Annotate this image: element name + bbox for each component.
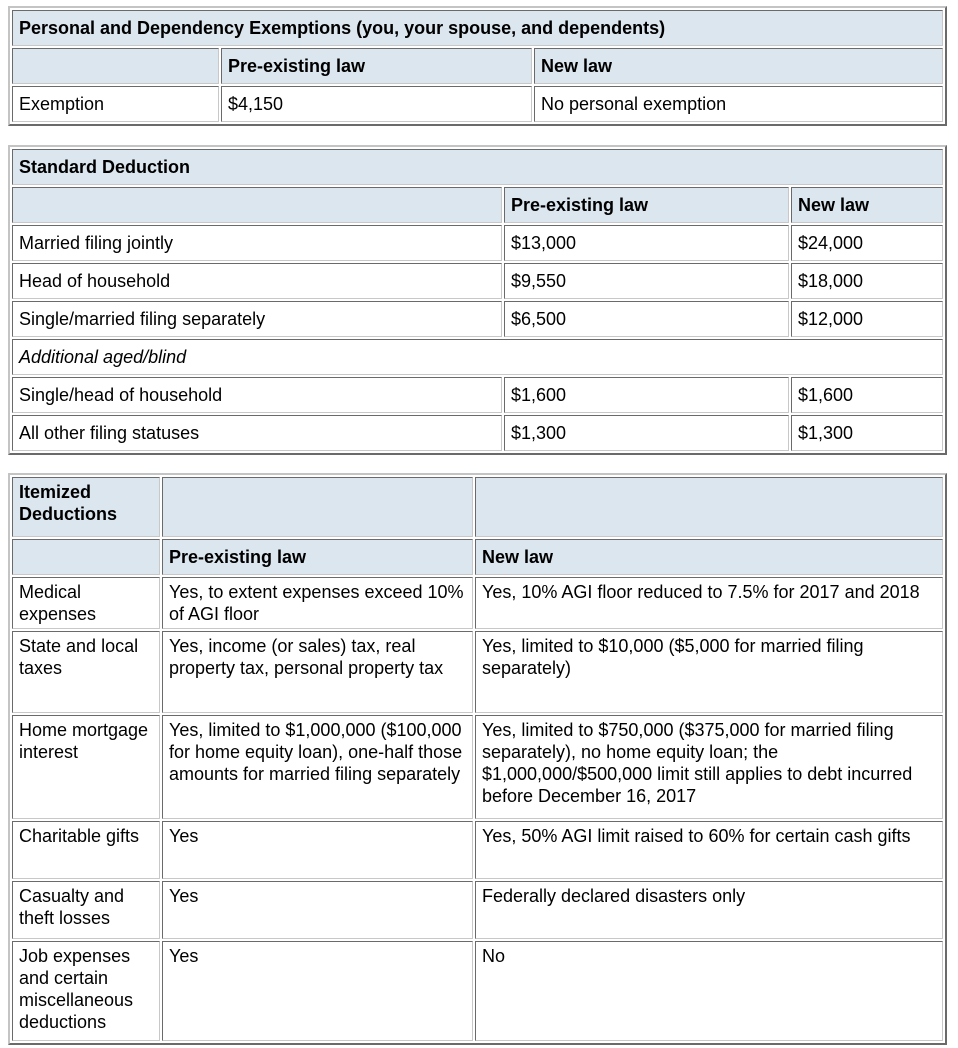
row-new-value: $1,600 (791, 377, 943, 413)
row-new-value: $1,300 (791, 415, 943, 451)
row-label: Charitable gifts (12, 821, 160, 879)
table-row (12, 263, 943, 299)
row-pre-value: $1,600 (504, 377, 789, 413)
row-pre-value: Yes, to extent expenses exceed 10% of AGI floor (162, 577, 473, 629)
row-label: Exemption (12, 86, 219, 122)
row-label: Married filing jointly (12, 225, 502, 261)
itemized-header-blank-pre (162, 477, 473, 537)
row-pre-value: Yes, limited to $1,000,000 ($100,000 for home equity loan), one-half those amounts for married filing separately (162, 715, 473, 819)
table-row (12, 715, 943, 819)
table-row (12, 577, 943, 629)
row-label: Job expenses and certain miscellaneous deductions (12, 941, 160, 1041)
standard-col-pre-header: Pre-existing law (504, 187, 789, 223)
row-pre-value: $4,150 (221, 86, 532, 122)
row-new-value: $12,000 (791, 301, 943, 337)
row-pre-value: $13,000 (504, 225, 789, 261)
exemptions-col-pre-header: Pre-existing law (221, 48, 532, 84)
row-label: Medical expenses (12, 577, 160, 629)
table-row (12, 631, 943, 713)
row-new-value: $24,000 (791, 225, 943, 261)
itemized-col-pre-header: Pre-existing law (162, 539, 473, 575)
standard-deduction-table (8, 145, 947, 455)
row-label: All other filing statuses (12, 415, 502, 451)
itemized-deductions-table (8, 473, 947, 1045)
row-label: Single/married filing separately (12, 301, 502, 337)
itemized-header-blank-new (475, 477, 943, 537)
exemptions-col-new-header: New law (534, 48, 943, 84)
row-new-value: No (475, 941, 943, 1041)
itemized-col-new-header: New law (475, 539, 943, 575)
itemized-title: Itemized Deductions (12, 477, 160, 537)
table-row (12, 941, 943, 1041)
row-new-value: Yes, 10% AGI floor reduced to 7.5% for 2017 and 2018 (475, 577, 943, 629)
row-new-value: Federally declared disasters only (475, 881, 943, 939)
itemized-header-blank (12, 539, 160, 575)
row-pre-value: Yes (162, 821, 473, 879)
row-new-value: $18,000 (791, 263, 943, 299)
table-row (12, 301, 943, 337)
table-row (12, 821, 943, 879)
row-label: Single/head of household (12, 377, 502, 413)
row-label: Home mortgage interest (12, 715, 160, 819)
row-label: Casualty and theft losses (12, 881, 160, 939)
aged-blind-subheading: Additional aged/blind (12, 339, 943, 375)
row-new-value: Yes, limited to $750,000 ($375,000 for married filing separately), no home equity loan; the $1,000,000/$500,000 limit still applies to debt incurred before December 16, 2017 (475, 715, 943, 819)
table-row (12, 415, 943, 451)
row-label: Head of household (12, 263, 502, 299)
row-new-value: Yes, 50% AGI limit raised to 60% for certain cash gifts (475, 821, 943, 879)
standard-title: Standard Deduction (12, 149, 943, 185)
row-pre-value: Yes (162, 941, 473, 1041)
table-row (12, 881, 943, 939)
row-pre-value: $6,500 (504, 301, 789, 337)
table-row (12, 225, 943, 261)
row-pre-value: $9,550 (504, 263, 789, 299)
exemptions-title: Personal and Dependency Exemptions (you, your spouse, and dependents) (12, 10, 943, 46)
exemptions-table (8, 6, 947, 126)
standard-header-blank (12, 187, 502, 223)
table-row (12, 377, 943, 413)
row-new-value: No personal exemption (534, 86, 943, 122)
exemptions-header-blank (12, 48, 219, 84)
row-pre-value: Yes, income (or sales) tax, real property tax, personal property tax (162, 631, 473, 713)
table-row (12, 86, 943, 122)
row-pre-value: $1,300 (504, 415, 789, 451)
row-new-value: Yes, limited to $10,000 ($5,000 for married filing separately) (475, 631, 943, 713)
standard-col-new-header: New law (791, 187, 943, 223)
row-label: State and local taxes (12, 631, 160, 713)
row-pre-value: Yes (162, 881, 473, 939)
